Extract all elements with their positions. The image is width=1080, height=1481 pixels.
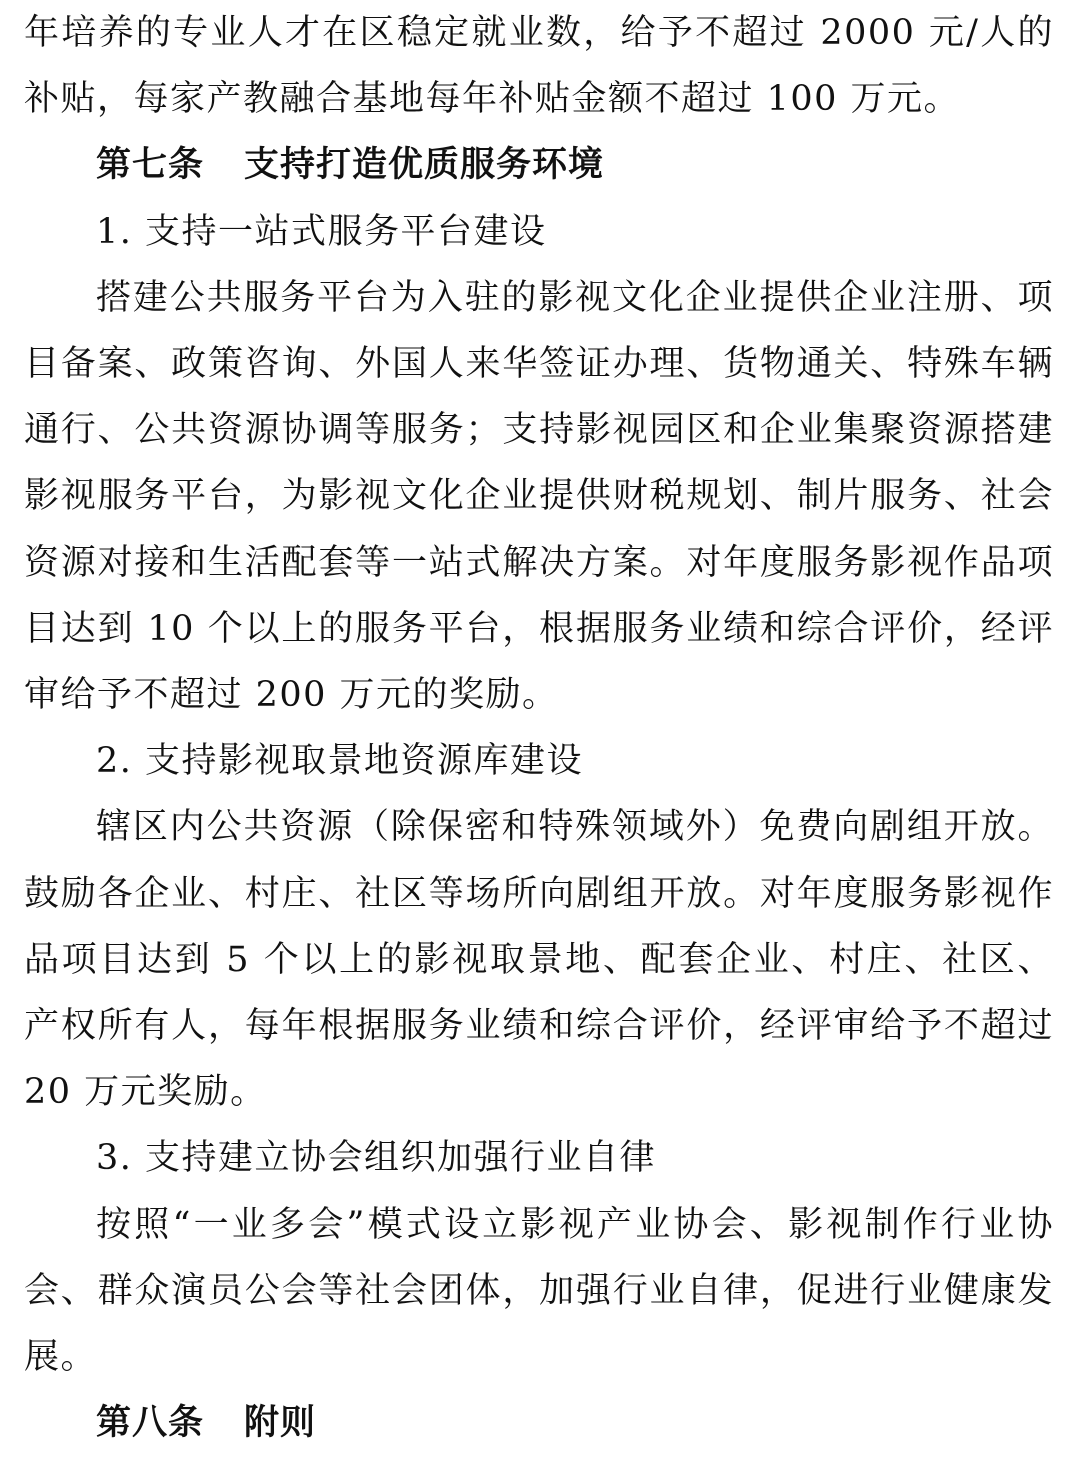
article-7-title: 支持打造优质服务环境 [244,145,605,186]
section-2-heading: 2. 支持影视取景地资源库建设 [96,741,584,782]
section-1-body: 搭建公共服务平台为入驻的影视文化企业提供企业注册、项目备案、政策咨询、外国人来华签证办理、货物通关、特殊车辆通行、公共资源协调等服务；支持影视园区和企业集聚资源搭建影视服务平台，为影视文化企业提供财税规划、制片服务、社会资源对接和生活配套等一站式解决方案。对年度服务影视作品项目达到 10 个以上的服务平台，根据服务业绩和综合评价，经评审给予不超过 200 万元的奖励。 [24,277,1054,716]
section-1-heading: 1. 支持一站式服务平台建设 [96,211,547,252]
article-8-number: 第八条 [96,1403,205,1444]
article-8-title: 附则 [244,1403,317,1444]
section-2-body: 辖区内公共资源（除保密和特殊领域外）免费向剧组开放。鼓励各企业、村庄、社区等场所向剧组开放。对年度服务影视作品项目达到 5 个以上的影视取景地、配套企业、村庄、社区、产权所有人，每年根据服务业绩和综合评价，经评审给予不超过 20 万元奖励。 [24,807,1054,1113]
article-7-number: 第七条 [96,145,205,186]
article-8-heading [24,1390,1054,1456]
article-7-heading [24,132,1054,198]
section-3-heading: 3. 支持建立协会组织加强行业自律 [96,1138,657,1179]
paragraph-subsidy-continuation: 年培养的专业人才在区稳定就业数，给予不超过 2000 元/人的补贴，每家产教融合基地每年补贴金额不超过 100 万元。 [24,13,1054,120]
section-3-body: 按照“一业多会”模式设立影视产业协会、影视制作行业协会、群众演员公会等社会团体，加强行业自律，促进行业健康发展。 [24,1204,1054,1378]
document-page [24,0,1054,1456]
